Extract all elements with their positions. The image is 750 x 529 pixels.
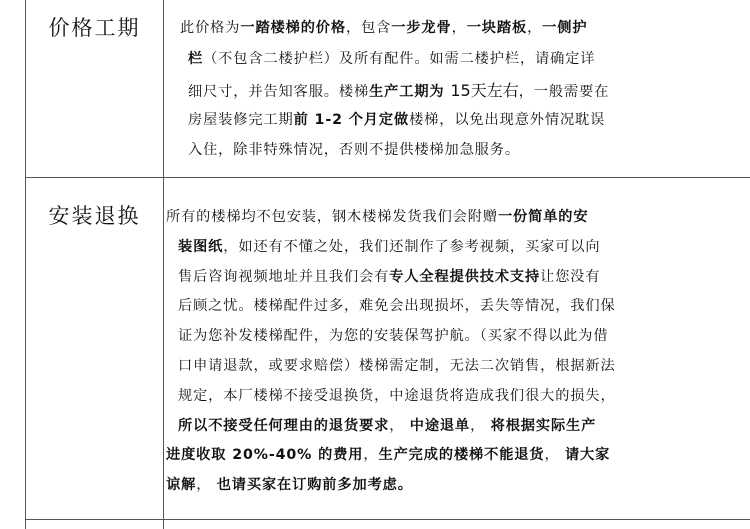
text-run: 规定，本厂楼梯不接受退换货，中途退货将造成我们很大的损失，: [178, 387, 616, 404]
bold-text: 不接受任何理由的退货要求: [208, 417, 390, 434]
text-line-content: [178, 355, 616, 375]
text-run: 细尺寸，并告知客服。楼梯: [188, 84, 370, 100]
text-line-content: [178, 236, 600, 256]
bold-text: 前 1-2 个月定做: [293, 111, 410, 128]
text-run: ，: [363, 447, 379, 464]
text-run: （不包含二楼护栏）及所有配件。如需二楼护栏，请确定详: [203, 50, 596, 67]
text-run: 15天左右: [450, 81, 519, 100]
text-run: 后顾之忧。楼梯配件过多，难免会出现损坏，丢失等情况，我们保: [178, 298, 616, 315]
text-line-content: [178, 325, 608, 345]
text-run: 售后咨询视频地址并且我们会有: [178, 268, 390, 285]
text-line-content: [166, 474, 413, 494]
bold-text: 一块踏板: [466, 20, 528, 36]
text-run: ，: [544, 447, 565, 464]
bold-text: 栏: [188, 50, 204, 67]
text-run: 此价格为: [180, 20, 241, 36]
table-left-border: [25, 0, 26, 529]
text-line-content: [178, 415, 596, 435]
text-line-content: [188, 109, 605, 129]
bold-text: 专人全程提供技术支持: [389, 268, 541, 285]
text-line-content: [178, 295, 616, 315]
text-run: 入住，除非特殊情况，否则不提供楼梯加急服务。: [188, 142, 520, 158]
text-run: 所有的楼梯均不包安装，钢木楼梯发货我们会附赠: [166, 209, 498, 225]
text-line-content: [166, 206, 588, 226]
text-run: ，如还有不懂之处，我们还制作了参考视频，买家可以向: [223, 238, 601, 255]
text-run: ，: [527, 20, 543, 36]
column-divider: [163, 0, 164, 529]
bold-text: 中途退单: [409, 417, 471, 434]
bold-text: 一踏楼梯的价格: [240, 20, 346, 36]
text-line-content: [188, 139, 520, 159]
text-run: 口申请退款，或要求赔偿）楼梯需定制，无法二次销售，根据新法: [178, 358, 616, 374]
bold-text: 生产完成的楼梯不能退货: [378, 447, 545, 464]
bold-text: 将根据实际生产: [490, 417, 597, 434]
text-line-content: [178, 385, 616, 405]
bold-text: 一份简单的安: [497, 209, 589, 225]
text-line-content: [166, 444, 610, 464]
bold-text: 也请买家在订购前多加考虑。: [216, 477, 413, 494]
text-run: 楼梯，以免出现意外情况耽误: [409, 111, 606, 128]
bold-text: 谅解: [166, 477, 197, 494]
bold-text: 一侧护: [542, 20, 588, 36]
bold-text: 请大家: [564, 447, 611, 464]
bold-text: 一步龙骨: [391, 20, 452, 36]
row-label-install-return: 安装退换: [48, 204, 141, 228]
bold-text: 进度收取 20%-40% 的费用: [166, 447, 364, 464]
bold-text: 装图纸: [178, 238, 224, 255]
row-label-price-period: 价格工期: [48, 16, 141, 40]
text-line-content: [178, 266, 600, 286]
bold-text: 所以: [178, 417, 209, 434]
row-divider: [25, 177, 750, 178]
text-run: 房屋装修完工期: [188, 111, 294, 128]
text-run: 证为您补发楼梯配件，为您的安装保驾护航。（买家不得以此为借: [178, 328, 609, 345]
text-run: 让您没有: [540, 268, 601, 285]
text-run: ，包含: [345, 20, 392, 36]
text-line-content: [180, 17, 587, 37]
text-run: ，: [470, 417, 491, 434]
info-table: [25, 0, 750, 529]
bold-text: 生产工期为: [369, 84, 451, 100]
text-line-content: [188, 78, 609, 101]
text-run: ，: [389, 417, 410, 434]
row-divider: [25, 519, 750, 520]
text-line-content: [188, 48, 595, 68]
text-run: ，: [196, 477, 217, 494]
text-run: ，: [451, 20, 467, 36]
text-run: ，一般需要在: [518, 84, 610, 100]
